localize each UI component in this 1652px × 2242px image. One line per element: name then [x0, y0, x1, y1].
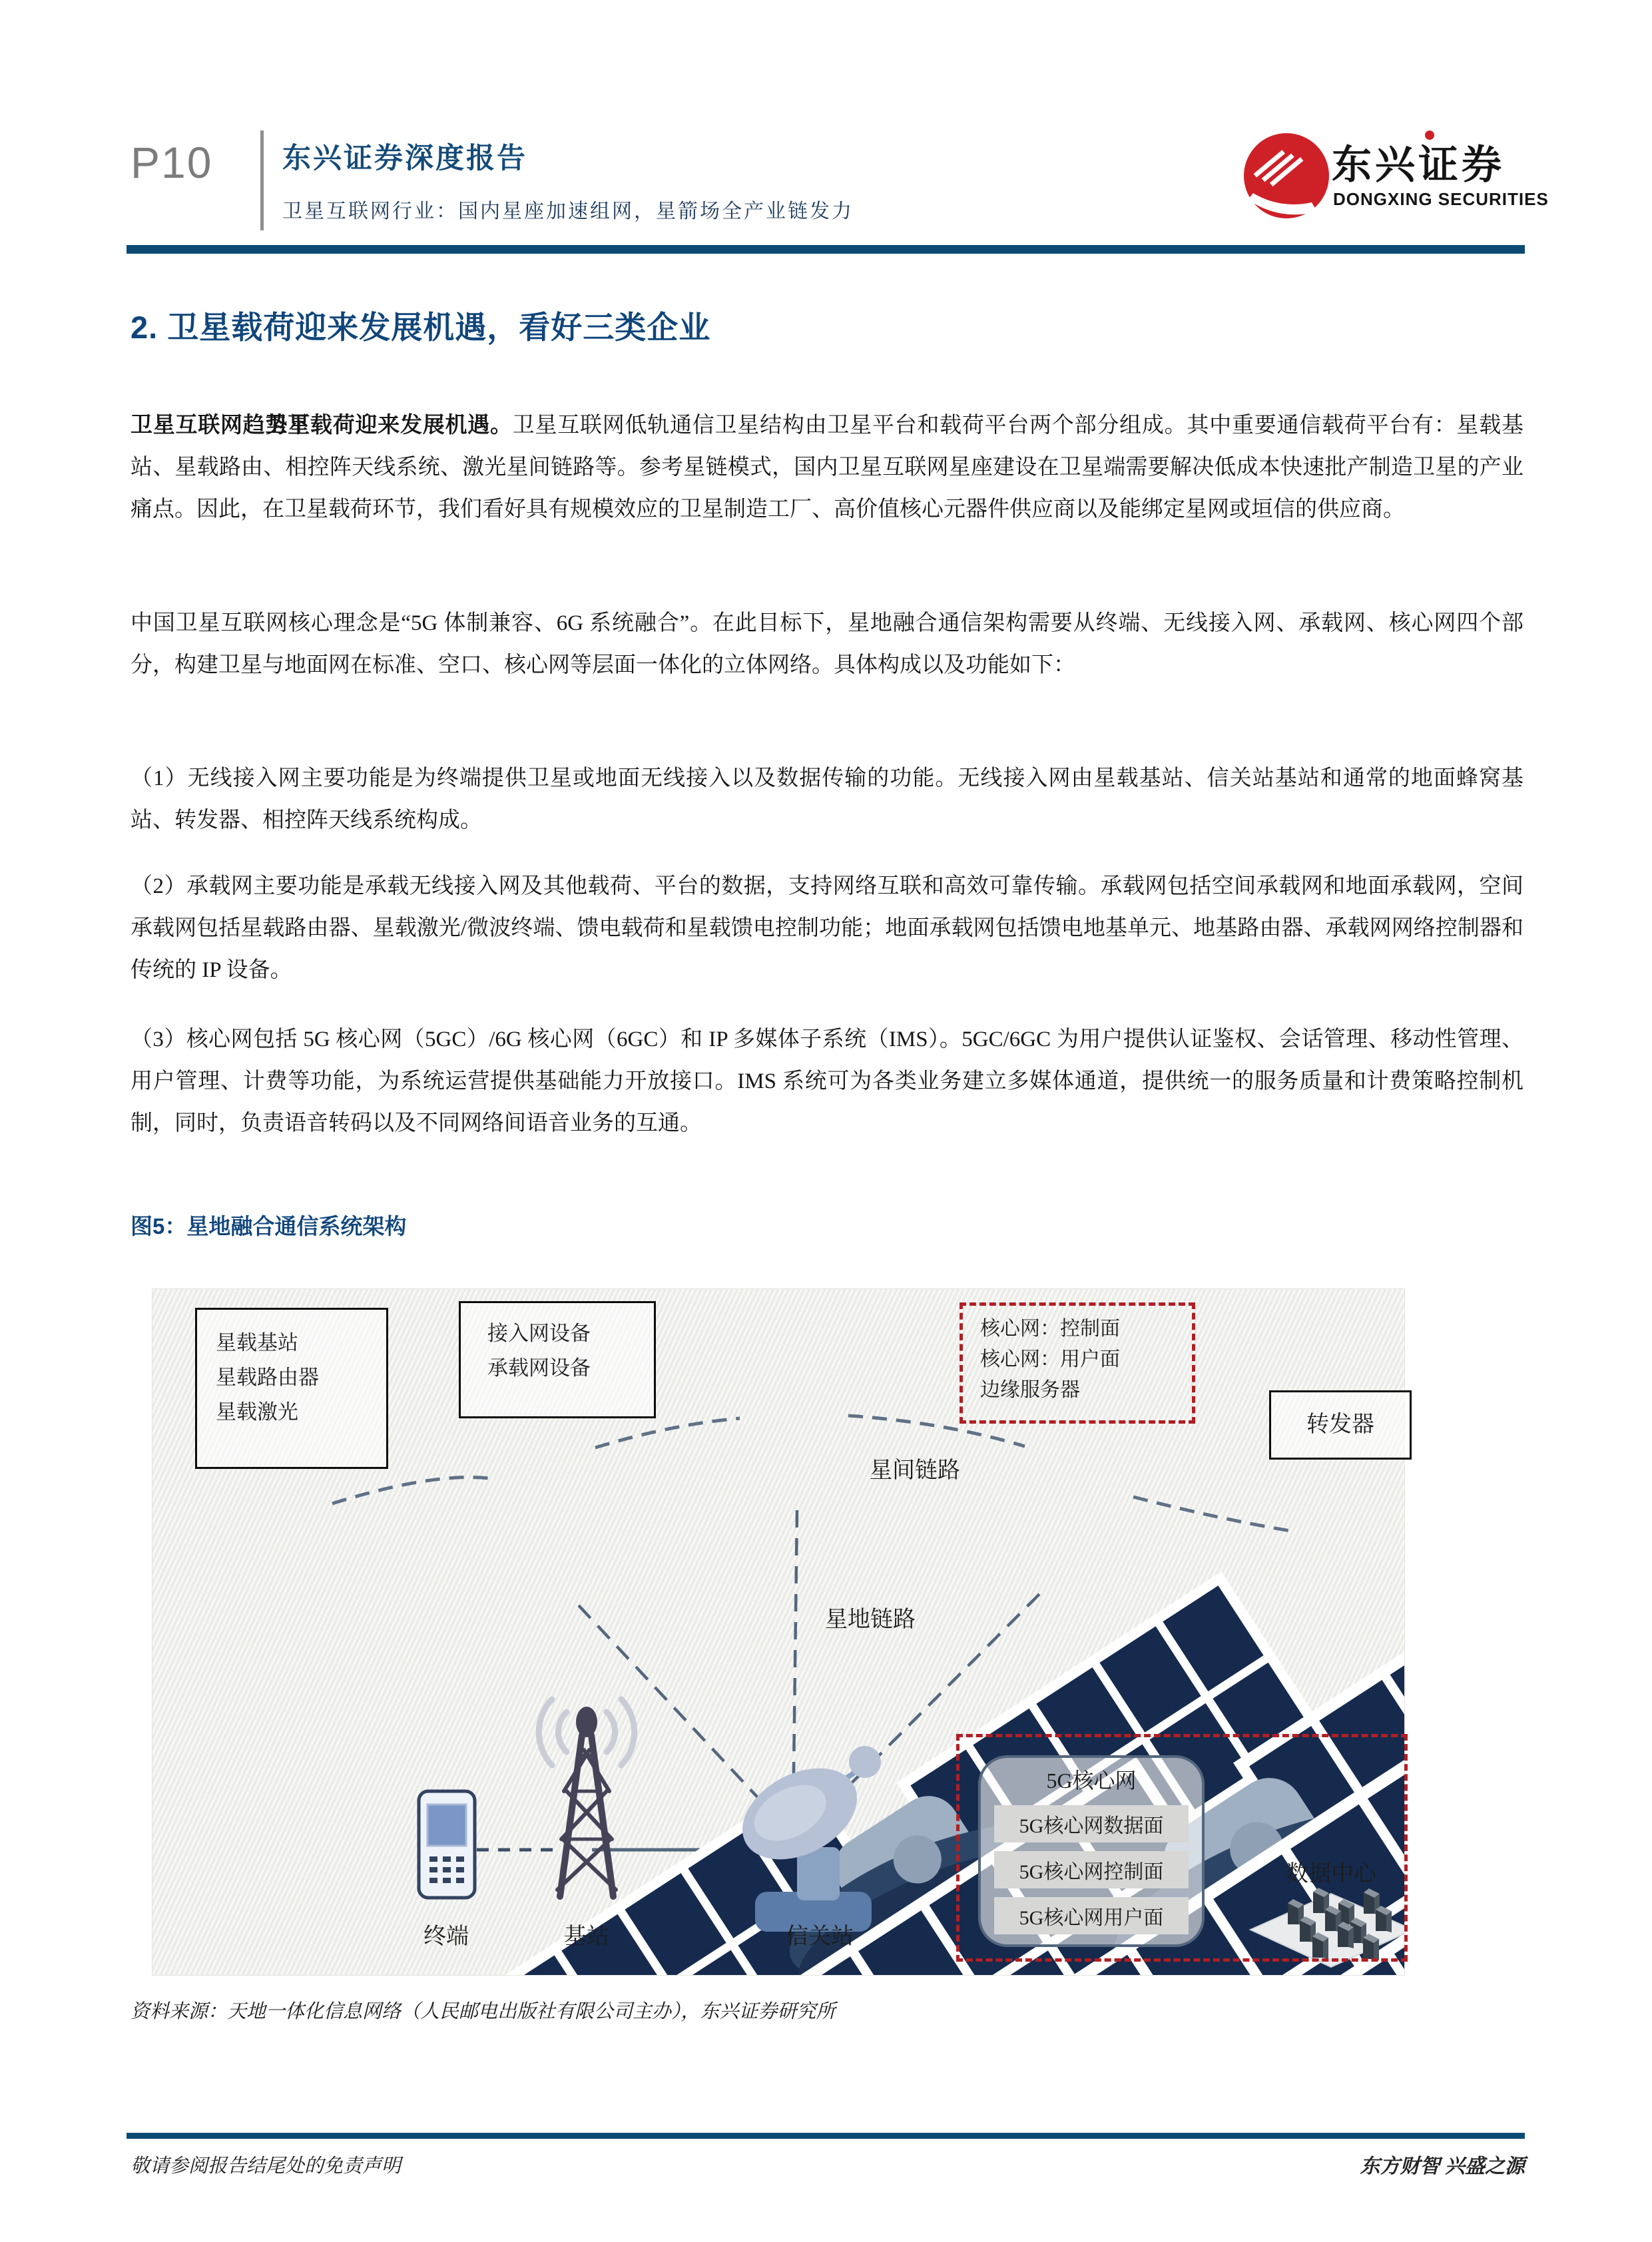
paragraph-1-lead-a: 卫星互联网趋势下 [131, 414, 311, 437]
terminal-label: 终端 [423, 1924, 469, 1949]
paragraph-item-1: （1）无线接入网主要功能是为终端提供卫星或地面无线接入以及数据传输的功能。无线接入网由星载基站、信关站基站和通常的地面蜂窝基站、转发器、相控阵天线系统构成。 [131, 766, 1523, 832]
figure-diagram [152, 1288, 1405, 1976]
report-type-title: 东兴证券深度报告 [282, 142, 527, 174]
satellite-ground-link-label: 星地链路 [825, 1607, 916, 1632]
gateway-label: 信关站 [786, 1924, 854, 1949]
payload-box [195, 1308, 388, 1469]
paragraph-item-3: （3）核心网包括 5G 核心网（5GC）/6G 核心网（6GC）和 IP 多媒体子系统（IMS）。5GC/6GC 为用户提供认证鉴权、会话管理、移动性管理、用户管理、计费等功能，为系统运营提供基础能力开放接口。IMS 系统可为各类业务建立多媒体通道，提供统一的服务质量和计费策略控制机制，同时，负责语音转码以及不同网络间语音业务的互通。 [131, 1027, 1523, 1135]
payload-line: 星载路由器 [216, 1366, 319, 1389]
report-subtitle: 卫星互联网行业：国内星座加速组网，星箭场全产业链发力 [282, 200, 854, 222]
payload-line: 星载基站 [216, 1331, 298, 1354]
logo-red-dot-icon [1425, 131, 1434, 140]
access-line: 接入网设备 [487, 1322, 591, 1345]
inter-satellite-link-label: 星间链路 [870, 1458, 960, 1483]
core5g-item: 5G核心网控制面 [994, 1851, 1189, 1888]
section-title: 2. 卫星载荷迎来发展机遇，看好三类企业 [131, 310, 711, 345]
access-network-box [459, 1301, 656, 1418]
paragraph-2: 中国卫星互联网核心理念是“5G 体制兼容、6G 系统融合”。在此目标下，星地融合通信架构需要从终端、无线接入网、承载网、核心网四个部分，构建卫星与地面网在标准、空口、核心网等层面一体化的立体网络。具体构成以及功能如下： [131, 611, 1523, 677]
header-rule [127, 245, 1525, 254]
core-network-dashed-box [960, 1302, 1195, 1424]
core5g-box [978, 1755, 1205, 1947]
paragraph-1-body: 卫星互联网低轨通信卫星结构由卫星平台和载荷平台两个部分组成。其中重要通信载荷平台有：星载基站、星载路由、相控阵天线系统、激光星间链路等。参考星链模式，国内卫星互联网星座建设在卫星端需要解决低成本快速批产制造卫星的产业痛点。因此，在卫星载荷环节，我们看好具有规模效应的卫星制造工厂、高价值核心元器件供应商以及能绑定星网或垣信的供应商。 [131, 414, 1524, 521]
paragraph-item-2: （2）承载网主要功能是承载无线接入网及其他载荷、平台的数据，支持网络互联和高效可靠传输。承载网包括空间承载网和地面承载网，空间承载网包括星载路由器、星载激光/微波终端、馈电载荷和星载馈电控制功能；地面承载网包括馈电地基单元、地基路由器、承载网网络控制器和传统的 IP 设备。 [131, 874, 1523, 982]
core5g-item: 5G核心网数据面 [994, 1805, 1189, 1842]
logo-en-text: DONGXING SECURITIES [1333, 189, 1549, 209]
core-line: 边缘服务器 [980, 1379, 1080, 1401]
access-line: 承载网设备 [487, 1356, 591, 1380]
paragraph-1-lead-b: 卫星载荷迎来发展机遇。 [265, 414, 513, 437]
core-line: 核心网：控制面 [980, 1318, 1120, 1340]
footer-disclaimer: 敬请参阅报告结尾处的免责声明 [131, 2155, 402, 2177]
datacenter-label: 数据中心 [1286, 1862, 1376, 1886]
transponder-box: 转发器 [1269, 1390, 1412, 1460]
figure-source: 资料来源：天地一体化信息网络（人民邮电出版社有限公司主办），东兴证券研究所 [131, 2001, 836, 2022]
core5g-item: 5G核心网用户面 [994, 1897, 1189, 1934]
logo-cn-text: 东兴证券 [1332, 142, 1505, 187]
footer-slogan: 东方财智 兴盛之源 [1360, 2155, 1525, 2177]
base-station-icon [557, 1707, 616, 1896]
core-line: 核心网：用户面 [980, 1348, 1120, 1370]
paragraph-1 [131, 405, 1523, 531]
inter-satellite-links [332, 1416, 1294, 1532]
terminal-phone-icon [419, 1791, 475, 1898]
core5g-title: 5G核心网 [1046, 1769, 1137, 1793]
header-divider [260, 131, 264, 230]
figure-caption: 图5：星地融合通信系统架构 [131, 1214, 407, 1239]
base-station-label: 基站 [564, 1924, 609, 1949]
payload-line: 星载激光 [216, 1400, 298, 1424]
footer-rule [127, 2133, 1525, 2139]
dongxing-logo-icon [1240, 129, 1333, 222]
page-number: P10 [131, 138, 213, 187]
